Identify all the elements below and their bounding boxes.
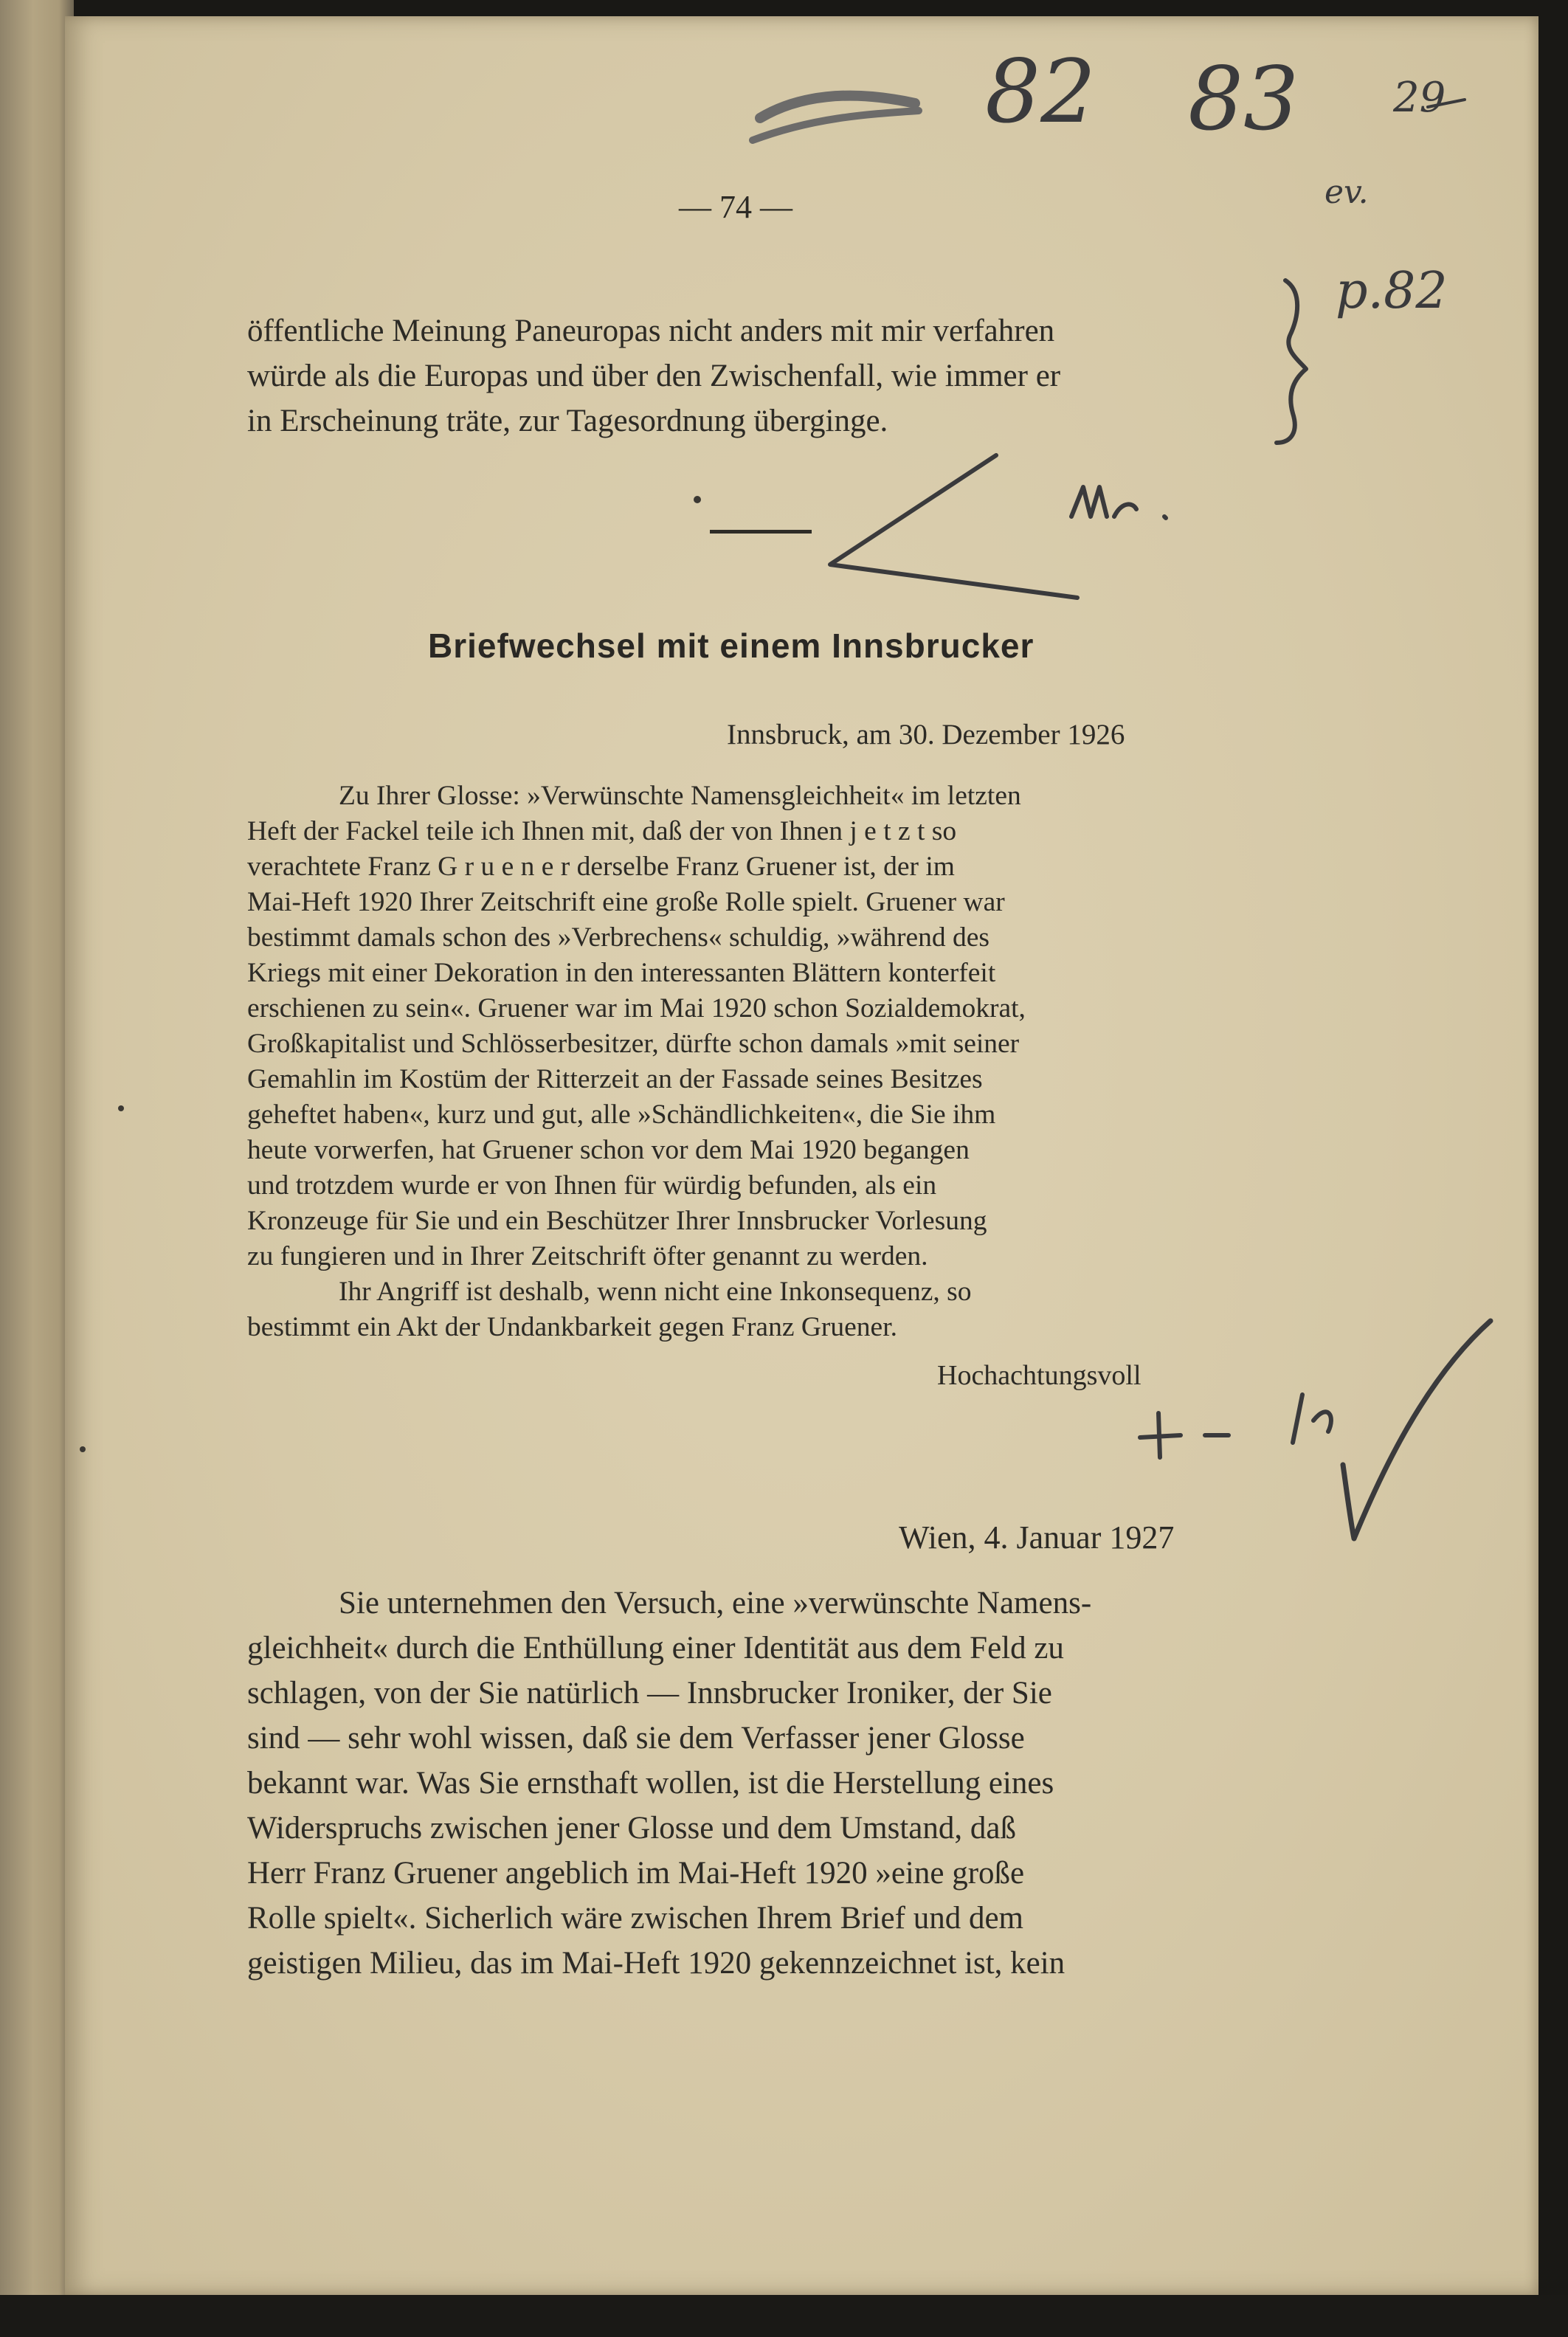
text-line: bekannt war. Was Sie ernsthaft wollen, ist die Herstellung eines	[247, 1766, 1054, 1801]
text-line: in Erscheinung träte, zur Tagesordnung überginge.	[247, 404, 888, 438]
pencil-stroke	[830, 455, 1077, 598]
text-line: schlagen, von der Sie natürlich — Innsbrucker Ironiker, der Sie	[247, 1676, 1052, 1711]
letter-date: Innsbruck, am 30. Dezember 1926	[727, 719, 1125, 750]
text-line: Ihr Angriff ist deshalb, wenn nicht eine Inkonsequenz, so	[339, 1277, 972, 1307]
text-line: bestimmt damals schon des »Verbrechens« schuldig, »während des	[247, 922, 990, 953]
text-line: und trotzdem wurde er von Ihnen für würdig befunden, als ein	[247, 1170, 937, 1201]
text-line: Zu Ihrer Glosse: »Verwünschte Namensgleichheit« im letzten	[339, 781, 1021, 811]
ink-speck	[694, 496, 701, 503]
letter-closing: Hochachtungsvoll	[937, 1360, 1142, 1391]
pencil-stroke	[1293, 1395, 1331, 1443]
text-line: zu fungieren und in Ihrer Zeitschrift öfter genannt zu werden.	[247, 1241, 928, 1271]
text-line: erschienen zu sein«. Gruener war im Mai 1920 schon Sozialdemokrat,	[247, 993, 1026, 1023]
text-line: heute vorwerfen, hat Gruener schon vor dem Mai 1920 begangen	[247, 1135, 970, 1165]
pencil-side-reference: p.82	[1336, 262, 1448, 320]
ink-speck	[80, 1446, 86, 1452]
pencil-corner-number: 29	[1393, 74, 1446, 122]
text-line: öffentliche Meinung Paneuropas nicht anders mit mir verfahren	[247, 314, 1055, 348]
section-title: Briefwechsel mit einem Innsbrucker	[428, 626, 1035, 665]
pencil-stroke	[1071, 487, 1166, 518]
ink-speck	[118, 1105, 124, 1111]
pencil-stroke	[1140, 1413, 1229, 1457]
check-mark	[1343, 1321, 1491, 1539]
text-line: gleichheit« durch die Enthüllung einer Identität aus dem Feld zu	[247, 1631, 1064, 1665]
scan-background	[0, 2295, 1568, 2337]
margin-brace	[1277, 280, 1306, 443]
crossed-out-scribble	[753, 111, 919, 140]
reply-date: Wien, 4. Januar 1927	[899, 1519, 1175, 1556]
text-line: bestimmt ein Akt der Undankbarkeit gegen Franz Gruener.	[247, 1312, 897, 1342]
text-line: Großkapitalist und Schlösserbesitzer, dürfte schon damals »mit seiner	[247, 1029, 1020, 1059]
pencil-note-ev: ev.	[1324, 173, 1369, 211]
text-line: Gemahlin im Kostüm der Ritterzeit an der Fassade seines Besitzes	[247, 1064, 983, 1094]
text-line: Heft der Fackel teile ich Ihnen mit, daß der von Ihnen j e t z t so	[247, 816, 957, 846]
pencil-stroke	[1428, 100, 1465, 107]
pencil-note-83: 83	[1188, 48, 1299, 150]
text-line: Sie unternehmen den Versuch, eine »verwünschte Namens-	[339, 1586, 1092, 1620]
text-line: Mai-Heft 1920 Ihrer Zeitschrift eine große Rolle spielt. Gruener war	[247, 887, 1005, 917]
text-line: geheftet haben«, kurz und gut, alle »Schändlichkeiten«, die Sie ihm	[247, 1100, 996, 1130]
text-line: sind — sehr wohl wissen, daß sie dem Verfasser jener Glosse	[247, 1721, 1025, 1756]
pencil-note-82: 82	[985, 41, 1096, 142]
text-line: Herr Franz Gruener angeblich im Mai-Heft 1920 »eine große	[247, 1856, 1025, 1891]
text-line: würde als die Europas und über den Zwischenfall, wie immer er	[247, 359, 1061, 393]
text-line: Widerspruchs zwischen jener Glosse und dem Umstand, daß	[247, 1811, 1016, 1846]
text-line: verachtete Franz G r u e n e r derselbe Franz Gruener ist, der im	[247, 852, 955, 882]
page-number: — 74 —	[679, 189, 792, 225]
text-line: Kriegs mit einer Dekoration in den interessanten Blättern konterfeit	[247, 958, 996, 988]
text-line: Rolle spielt«. Sicherlich wäre zwischen Ihrem Brief und dem	[247, 1901, 1023, 1936]
text-line: Kronzeuge für Sie und ein Beschützer Ihrer Innsbrucker Vorlesung	[247, 1206, 987, 1236]
text-line: geistigen Milieu, das im Mai-Heft 1920 gekennzeichnet ist, kein	[247, 1946, 1066, 1981]
